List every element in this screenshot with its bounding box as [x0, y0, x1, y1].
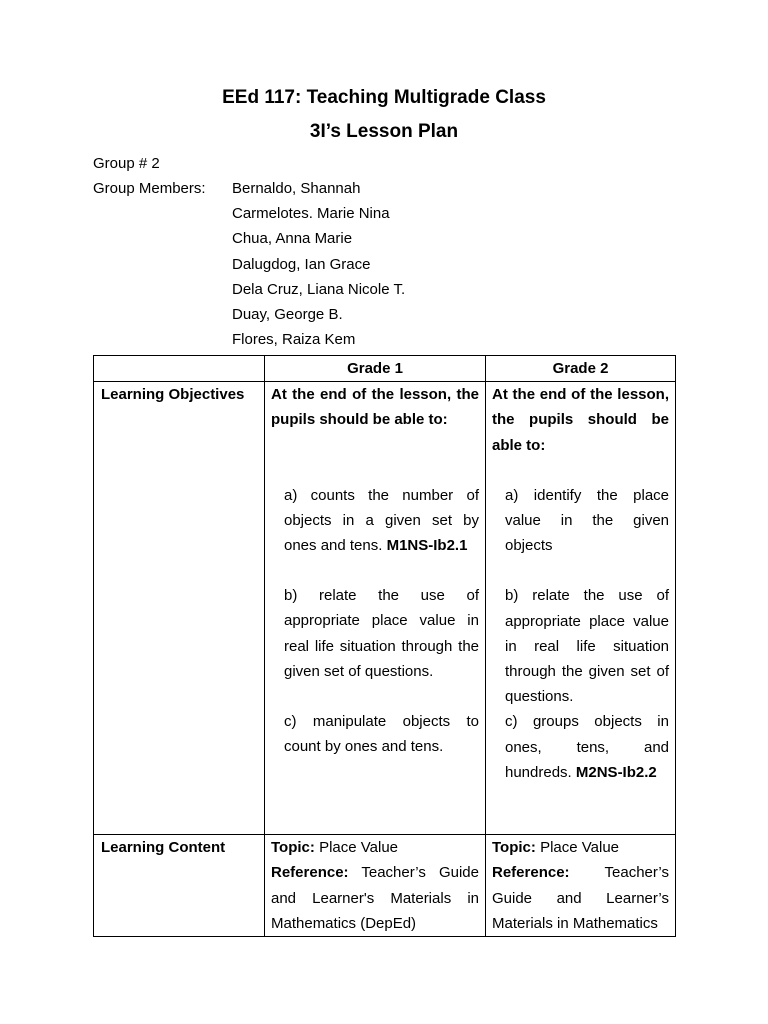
grade2-objective-c: c) groups objects in ones, tens, and hundreds. M2NS-Ib2.2	[505, 713, 669, 781]
table-row-content	[94, 835, 676, 937]
header-grade-2: Grade 2	[486, 356, 676, 382]
member-name: Carmelotes. Marie Nina	[232, 205, 390, 223]
course-title: EEd 117: Teaching Multigrade Class	[222, 87, 546, 108]
grade2-objective-b: b) relate the use of appropriate place value in real life situation through the given set of questions.	[505, 587, 669, 706]
row-label-content: Learning Content	[94, 835, 265, 937]
group-members-label: Group Members:	[93, 180, 206, 197]
grade1-reference: Teacher’s Guide and Learner's Materials in Mathematics (DepEd)	[271, 864, 479, 932]
plan-title: 3I’s Lesson Plan	[309, 121, 459, 142]
grade1-reference-label: Reference:	[271, 864, 349, 882]
member-name: Dela Cruz, Liana Nicole T.	[232, 280, 406, 298]
header-cell-empty	[94, 356, 265, 382]
member-name: Duay, George B.	[232, 305, 343, 323]
grade2-reference-label: Reference:	[492, 864, 570, 882]
grade1-content-cell	[265, 835, 486, 937]
member-name: Flores, Raiza Kem	[232, 331, 356, 349]
member-name: Bernaldo, Shannah	[232, 180, 361, 197]
grade2-objectives-intro: At the end of the lesson, the pupils should be able to:	[492, 386, 669, 454]
grade2-objective-code: M2NS-Ib2.2	[575, 763, 657, 781]
grade2-topic-label: Topic:	[492, 839, 536, 857]
grade1-objective-code: M1NS-Ib2.1	[386, 537, 468, 555]
grade2-objective-a: a) identify the place value in the given objects	[505, 486, 669, 555]
table-header-row	[94, 356, 676, 382]
grade1-objective-c: c) manipulate objects to count by ones and tens.	[284, 713, 479, 756]
row-label-objectives: Learning Objectives	[94, 382, 265, 835]
grade1-objective-b: b) relate the use of appropriate place value in real life situation through the given set of questions.	[284, 587, 479, 680]
grade2-topic: Place Value	[540, 839, 620, 857]
group-members-list	[232, 176, 405, 352]
member-name: Dalugdog, Ian Grace	[232, 255, 371, 273]
grade1-topic-label: Topic:	[271, 839, 315, 857]
group-number: Group # 2	[93, 155, 160, 172]
grade2-reference: Teacher’s Guide and Learner’s Materials in Mathematics	[492, 864, 669, 932]
grade1-topic: Place Value	[319, 839, 399, 857]
grade1-objectives-cell	[265, 382, 486, 835]
header-grade-1: Grade 1	[265, 356, 486, 382]
table-row-objectives	[94, 382, 676, 835]
member-name: Chua, Anna Marie	[232, 230, 353, 248]
grade1-objective-a: a) counts the number of objects in a given set by ones and tens. M1NS-Ib2.1	[284, 486, 479, 555]
grade2-objectives-cell	[486, 382, 676, 835]
lesson-plan-table	[93, 355, 676, 937]
grade2-content-cell	[486, 835, 676, 937]
grade1-objectives-intro: At the end of the lesson, the pupils should be able to:	[271, 386, 479, 429]
